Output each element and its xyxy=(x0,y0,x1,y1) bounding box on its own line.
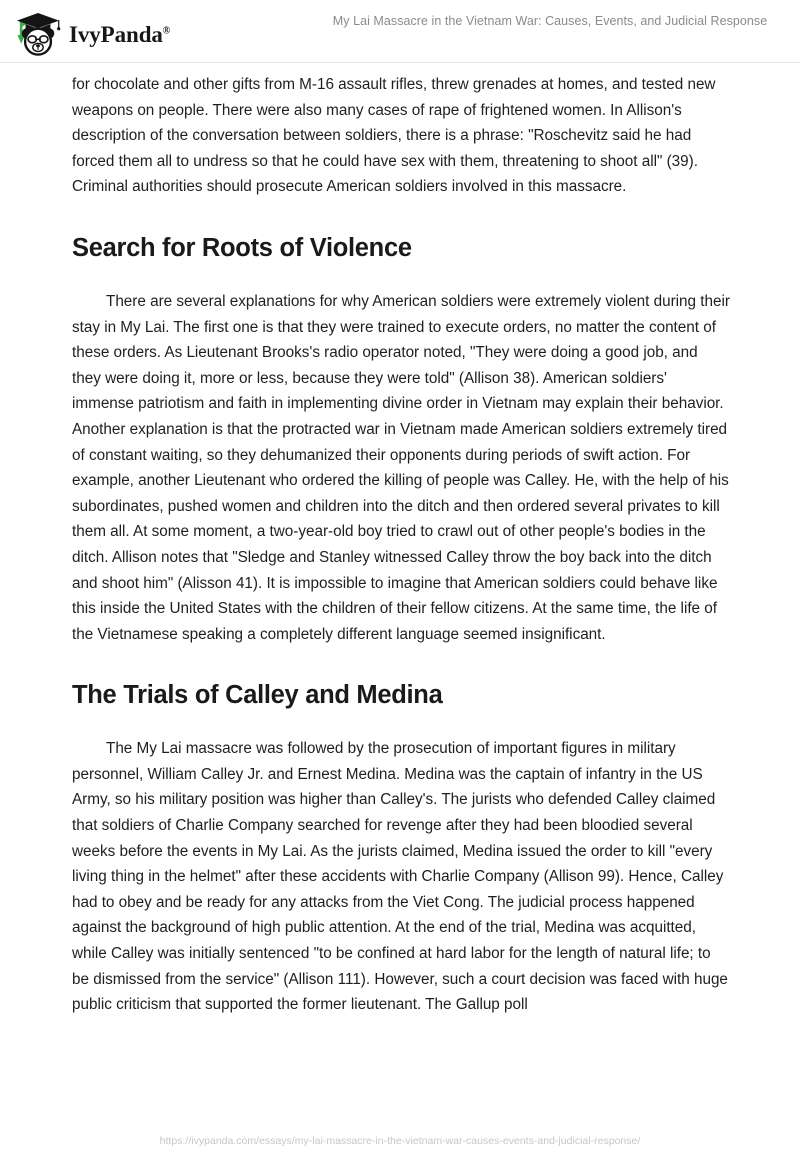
panda-graduate-logo-icon xyxy=(14,12,62,56)
paragraph-roots-of-violence: There are several explanations for why American soldiers were extremely violent during their stay in My Lai. The first one is that they were trained to execute orders, no matter the content of these orders. As Lieutenant Brooks's radio operator noted, "They were doing a good job, and they were doing it, more or less, because they were told" (Allison 38). American soldiers' immense patriotism and faith in implementing divine order in Vietnam may explain their behavior. Another explanation is that the protracted war in Vietnam made American soldiers extremely tired of constant waiting, so they dehumanized their opponents during periods of swift action. For example, another Lieutenant who ordered the killing of people was Calley. He, with the help of his subordinates, pushed women and children into the ditch and then ordered several privates to kill them all. At some moment, a two-year-old boy tried to crawl out of other people's bodies in the ditch. Allison notes that "Sledge and Stanley witnessed Calley throw the boy back into the ditch and shoot him" (Alisson 41). It is impossible to imagine that American soldiers could behave like this inside the United States with the children of their fellow citizens. At the same time, the life of the Vietnamese speaking a completely different language seemed insignificant. xyxy=(72,292,730,643)
page-footer xyxy=(0,1131,800,1149)
brand-wordmark xyxy=(69,22,170,48)
brand-name-text: IvyPanda xyxy=(69,22,163,47)
document-body xyxy=(72,72,730,1018)
source-url-link[interactable]: https://ivypanda.com/essays/my-lai-massacre-in-the-vietnam-war-causes-events-and-judicial-response/ xyxy=(159,1135,641,1147)
paragraph-continuation: for chocolate and other gifts from M-16 assault rifles, threw grenades at homes, and tested new weapons on people. There were also many cases of rape of frightened women. In Allison's description of the conversation between soldiers, there is a phrase: "Roschevitz said he had forced them all to undress so that he could have sex with them, threatening to shoot all" (39). Criminal authorities should prosecute American soldiers involved in this massacre. xyxy=(72,76,716,196)
spacer xyxy=(72,200,730,233)
ivypanda-brand-logo[interactable] xyxy=(14,12,170,56)
section-heading-search-for-roots-of-violence: Search for Roots of Violence xyxy=(72,233,412,262)
page-header xyxy=(0,0,800,62)
spacer xyxy=(72,647,730,680)
registered-trademark-icon: ® xyxy=(162,25,171,37)
section-heading-the-trials-of-calley-and-medina: The Trials of Calley and Medina xyxy=(72,681,443,710)
spacer xyxy=(72,263,730,289)
spacer xyxy=(72,710,730,736)
header-divider xyxy=(0,62,800,63)
paragraph-trials: The My Lai massacre was followed by the prosecution of important figures in military personnel, William Calley Jr. and Ernest Medina. Medina was the captain of infantry in the US Army, so his military position was higher than Calley's. The jurists who defended Calley claimed that soldiers of Charlie Company searched for revenge after they had been bloodied several weeks before the events in My Lai. As the jurists claimed, Medina issued the order to kill "every living thing in the helmet" after these accidents with Charlie Company (Allison 99). Hence, Calley had to obey and be ready for any attacks from the Viet Cong. The judicial process happened against the background of high public attention. At the end of the trial, Medina was acquitted, while Calley was initially sentenced "to be confined at hard labor for the length of natural life; to be dismissed from the service" (Allison 111). However, such a court decision was faced with huge public criticism that supported the former lieutenant. The Gallup poll xyxy=(72,740,728,1014)
document-title: My Lai Massacre in the Vietnam War: Causes, Events, and Judicial Response xyxy=(332,14,768,28)
